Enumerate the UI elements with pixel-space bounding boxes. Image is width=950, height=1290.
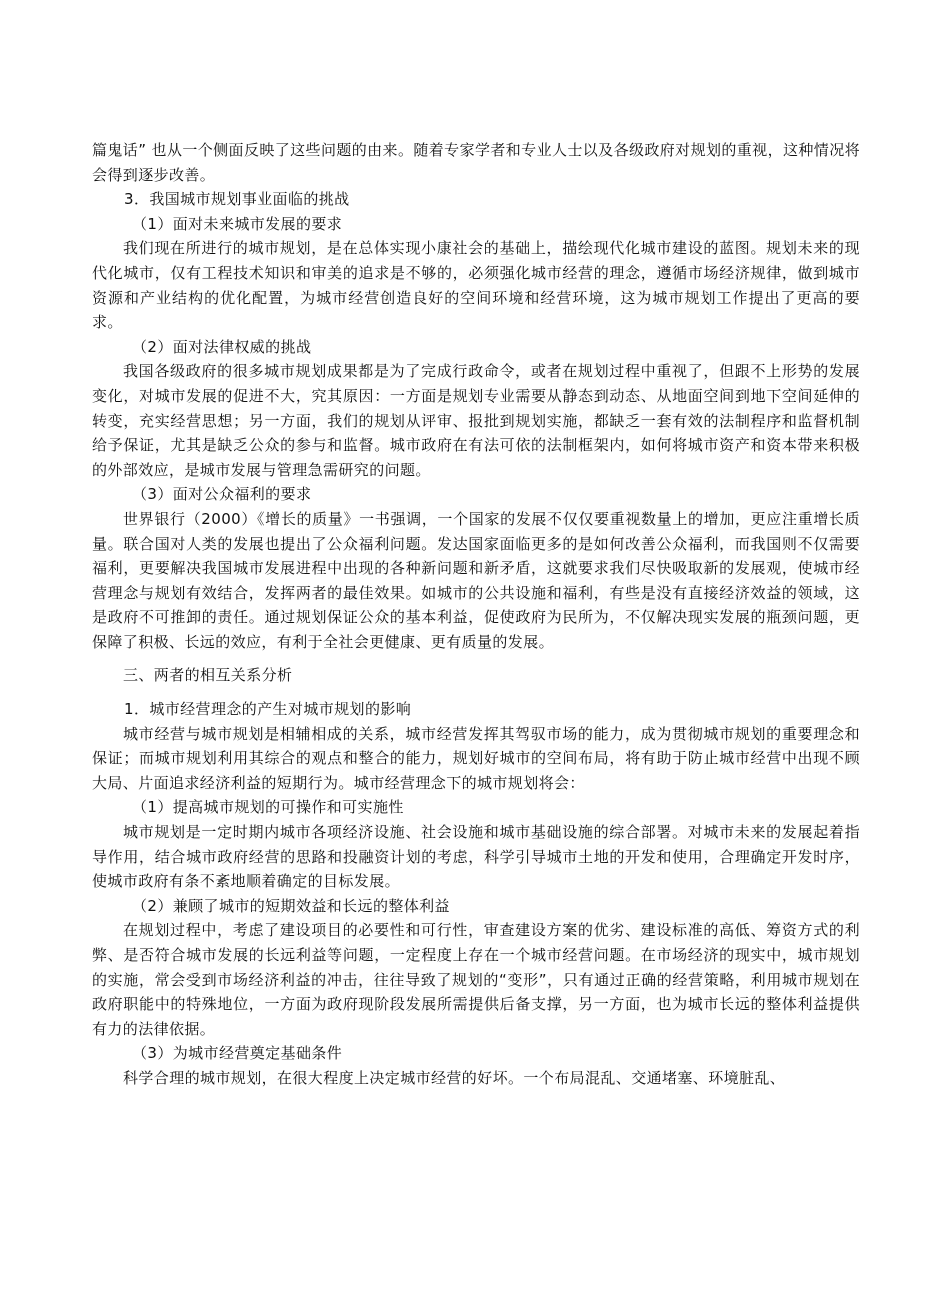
item-heading-foundation: （3）为城市经营奠定基础条件 (132, 1044, 343, 1063)
section-heading-relationship: 三、两者的相互关系分析 (123, 666, 293, 685)
item-heading-legal-authority: （2）面对法律权威的挑战 (132, 337, 312, 356)
paragraph-short-long-term: 在规划过程中，考虑了建设项目的必要性和可行性，审查建设方案的优劣、建设标准的高低、筹资方式的利弊、是否符合城市发展的长远利益等问题，一定程度上存在一个城市经营问题。在市场经济的现实中，城市规划的实施，常会受到市场经济利益的冲击，往往导致了规划的“变形”，只有通过正确的经营策略，利用城市规划在政府职能中的特殊地位，一方面为政府现阶段发展所需提供后备支撑，另一方面，也为城市长远的整体利益提供有力的法律依据。 (92, 921, 860, 1038)
item-heading-short-long-term: （2）兼顾了城市的短期效益和长远的整体利益 (132, 896, 450, 915)
subsection-heading-challenges: 3．我国城市规划事业面临的挑战 (124, 190, 350, 209)
paragraph-legal-authority: 我国各级政府的很多城市规划成果都是为了完成行政命令，或者在规划过程中重视了，但跟不上形势的发展变化，对城市发展的促进不大，究其原因：一方面是规划专业需要从静态到动态、从地面空间到地下空间延伸的转变，充实经营思想；另一方面，我们的规划从评审、报批到规划实施，都缺乏一套有效的法制程序和监督机制给予保证，尤其是缺乏公众的参与和监督。城市政府在有法可依的法制框架内，如何将城市资产和资本带来积极的外部效应，是城市发展与管理急需研究的问题。 (92, 362, 860, 479)
paragraph-continuation: 篇鬼话” 也从一个侧面反映了这些问题的由来。随着专家学者和专业人士以及各级政府对规划的重视，这种情况将会得到逐步改善。 (92, 141, 860, 184)
paragraph-impact: 城市经营与城市规划是相辅相成的关系，城市经营发挥其驾驭市场的能力，成为贯彻城市规划的重要理念和保证；而城市规划利用其综合的观点和整合的能力，规划好城市的空间布局，将有助于防止城市经营中出现不顾大局、片面追求经济利益的短期行为。城市经营理念下的城市规划将会： (92, 724, 860, 792)
paragraph-future-development: 我们现在所进行的城市规划，是在总体实现小康社会的基础上，描绘现代化城市建设的蓝图。规划未来的现代化城市，仅有工程技术知识和审美的追求是不够的，必须强化城市经营的理念，遵循市场经济规律，做到城市资源和产业结构的优化配置，为城市经营创造良好的空间环境和经营环境，这为城市规划工作提出了更高的要求。 (92, 239, 860, 332)
item-heading-operability: （1）提高城市规划的可操作和可实施性 (132, 798, 404, 817)
item-heading-future-development: （1）面对未来城市发展的要求 (132, 214, 343, 233)
paragraph-public-welfare: 世界银行（2000）《增长的质量》一书强调，一个国家的发展不仅仅要重视数量上的增加，更应注重增长质量。联合国对人类的发展也提出了公众福利问题。发达国家面临更多的是如何改善公众福利，而我国则不仅需要福利，更要解决我国城市发展进程中出现的各种新问题和新矛盾，这就要求我们尽快吸取新的发展观，使城市经营理念与规划有效结合，发挥两者的最佳效果。如城市的公共设施和福利，有些是没有直接经济效益的领域，这是政府不可推卸的责任。通过规划保证公众的基本利益，促使政府为民所为，不仅解决现实发展的瓶颈问题，更保障了积极、长远的效应，有利于全社会更健康、更有质量的发展。 (92, 509, 860, 651)
item-heading-public-welfare: （3）面对公众福利的要求 (132, 485, 312, 504)
document-page (92, 138, 860, 1091)
paragraph-operability: 城市规划是一定时期内城市各项经济设施、社会设施和城市基础设施的综合部署。对城市未来的发展起着指导作用，结合城市政府经营的思路和投融资计划的考虑，科学引导城市土地的开发和使用，合理确定开发时序，使城市政府有条不紊地顺着确定的目标发展。 (92, 823, 860, 891)
subsection-heading-impact: 1．城市经营理念的产生对城市规划的影响 (124, 700, 412, 719)
paragraph-foundation: 科学合理的城市规划，在很大程度上决定城市经营的好坏。一个布局混乱、交通堵塞、环境脏乱、 (123, 1068, 786, 1087)
